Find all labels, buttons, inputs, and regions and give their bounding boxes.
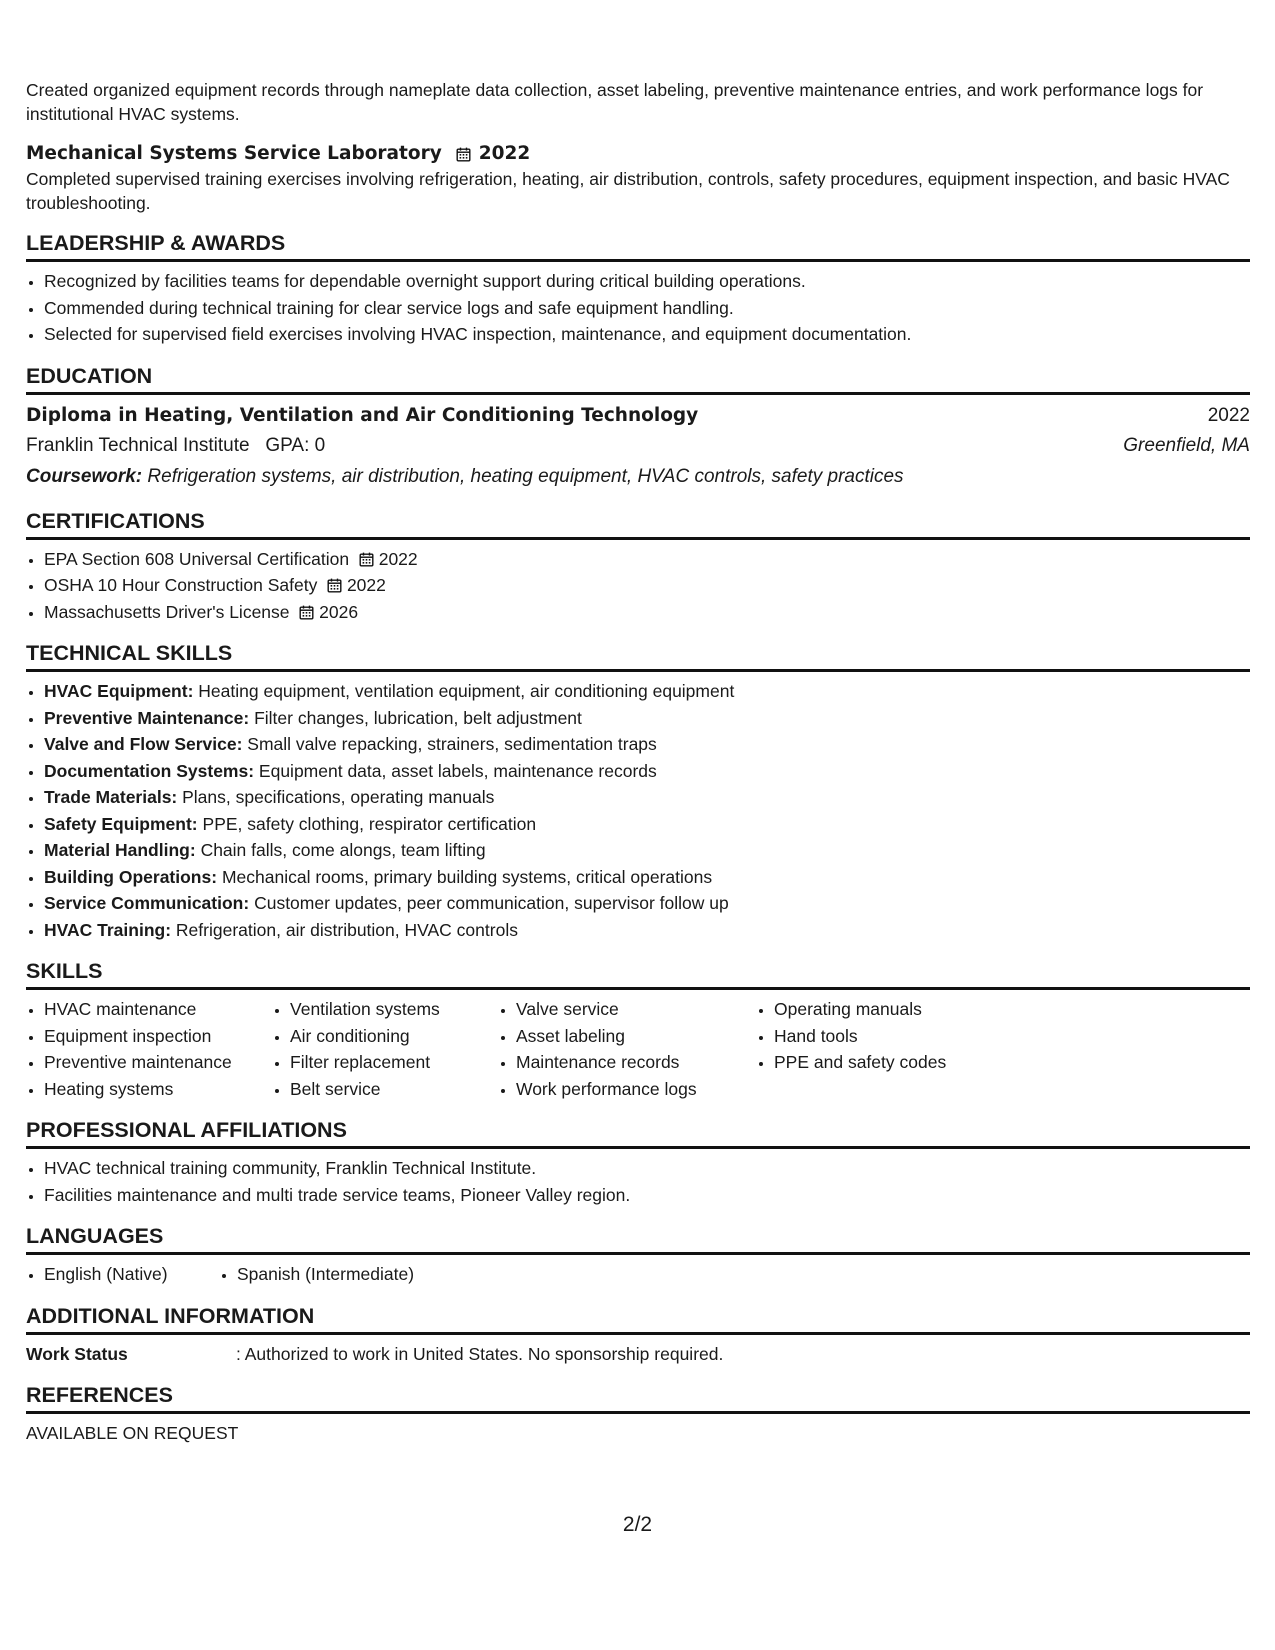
certifications-section <box>26 507 1250 626</box>
list-item: • HVAC maintenance <box>44 996 272 1023</box>
list-item: • Asset labeling <box>516 1023 756 1050</box>
list-item <box>44 758 1250 785</box>
education-school-row <box>26 431 1250 461</box>
skill-text: Small valve repacking, strainers, sedimentation traps <box>247 734 657 754</box>
skill-label: Documentation Systems: <box>44 760 255 781</box>
section-heading: ADDITIONAL INFORMATION <box>26 1302 1250 1335</box>
skill-text: Chain falls, come alongs, team lifting <box>200 840 486 860</box>
section-heading: EDUCATION <box>26 362 1250 395</box>
section-heading: PROFESSIONAL AFFILIATIONS <box>26 1116 1250 1149</box>
project-description: Completed supervised training exercises involving refrigeration, heating, air distribution, controls, safety procedures, equipment inspection, and basic HVAC troubleshooting. <box>26 169 1230 213</box>
skills-column <box>26 996 272 1102</box>
list-item: • Air conditioning <box>290 1023 498 1050</box>
affiliations-list <box>26 1155 1250 1208</box>
list-item: • English (Native) <box>44 1261 219 1288</box>
list-item: • HVAC technical training community, Franklin Technical Institute. <box>44 1155 1250 1182</box>
skill-text: Refrigeration, air distribution, HVAC controls <box>175 919 518 940</box>
certification-name: Massachusetts Driver's License <box>44 601 290 622</box>
resume-page <box>26 78 1250 1446</box>
skill-label: Valve and Flow Service: <box>44 734 243 754</box>
list-item: • Spanish (Intermediate) <box>237 1261 414 1288</box>
list-item <box>44 864 1250 891</box>
list-item: • Operating manuals <box>774 996 1014 1023</box>
list-item: • Maintenance records <box>516 1049 756 1076</box>
project-title: Mechanical Systems Service Laboratory <box>26 143 442 164</box>
list-item: • Work performance logs <box>516 1076 756 1103</box>
technical-skills-list <box>26 678 1250 943</box>
page-number: 2/2 <box>622 1513 653 1536</box>
additional-info-section <box>26 1302 1250 1367</box>
gpa: GPA: 0 <box>265 434 326 456</box>
languages-column <box>219 1261 414 1288</box>
list-item: • Filter replacement <box>290 1049 498 1076</box>
skill-text: Equipment data, asset labels, maintenance records <box>258 760 657 781</box>
skills-column <box>272 996 498 1102</box>
certification-year: 2026 <box>319 601 359 622</box>
technical-skills-section <box>26 639 1250 943</box>
school-name: Franklin Technical Institute <box>26 434 250 456</box>
skills-column <box>756 996 1014 1102</box>
list-item: • Valve service <box>516 996 756 1023</box>
skill-label: Preventive Maintenance: <box>44 707 250 728</box>
coursework-label: Coursework: <box>26 465 143 487</box>
skill-label: Building Operations: <box>44 866 218 887</box>
certification-year: 2022 <box>346 575 386 595</box>
languages-section <box>26 1222 1250 1288</box>
certification-name: OSHA 10 Hour Construction Safety <box>44 575 318 595</box>
languages-column <box>26 1261 219 1288</box>
list-item: • Commended during technical training for clear service logs and safe equipment handling. <box>44 295 1250 322</box>
skills-grid <box>26 996 1250 1102</box>
list-item: • Heating systems <box>44 1076 272 1103</box>
calendar-icon <box>327 578 342 593</box>
list-item <box>44 837 1250 864</box>
certifications-list <box>26 546 1250 626</box>
certification-year: 2022 <box>378 548 418 569</box>
skills-section <box>26 957 1250 1102</box>
list-item <box>44 784 1250 811</box>
skill-text: Customer updates, peer communication, supervisor follow up <box>254 893 729 913</box>
list-item <box>44 890 1250 917</box>
languages-list <box>26 1261 1250 1288</box>
skill-label: Safety Equipment: <box>44 813 198 834</box>
leadership-section <box>26 229 1250 348</box>
certification-item <box>44 599 1250 626</box>
list-item: • Belt service <box>290 1076 498 1103</box>
calendar-icon <box>456 147 471 162</box>
school-line <box>26 431 325 461</box>
list-item: • Ventilation systems <box>290 996 498 1023</box>
project-title-row <box>26 141 1250 167</box>
list-item: • PPE and safety codes <box>774 1049 1014 1076</box>
list-item: • Hand tools <box>774 1023 1014 1050</box>
skill-label: Trade Materials: <box>44 787 178 807</box>
school-location: Greenfield, MA <box>1123 434 1250 456</box>
section-heading: LEADERSHIP & AWARDS <box>26 229 1250 262</box>
calendar-icon <box>299 605 314 620</box>
references-section <box>26 1381 1250 1446</box>
leadership-list <box>26 268 1250 348</box>
certification-name: EPA Section 608 Universal Certification <box>44 548 350 569</box>
section-heading: TECHNICAL SKILLS <box>26 639 1250 672</box>
skill-text: Mechanical rooms, primary building systems, critical operations <box>221 866 713 887</box>
education-section <box>26 362 1250 493</box>
skills-column <box>498 996 756 1102</box>
section-heading: CERTIFICATIONS <box>26 507 1250 540</box>
work-status-label: Work Status <box>26 1343 128 1364</box>
work-status-row <box>26 1341 1250 1367</box>
skill-text: Heating equipment, ventilation equipment, air conditioning equipment <box>198 681 735 701</box>
list-item <box>44 678 1250 705</box>
coursework <box>26 461 1250 493</box>
skill-label: Service Communication: <box>44 893 250 913</box>
degree-title: Diploma in Heating, Ventilation and Air Conditioning Technology <box>26 404 699 426</box>
coursework-text: Refrigeration systems, air distribution, heating equipment, HVAC controls, safety practices <box>147 465 904 487</box>
section-heading: LANGUAGES <box>26 1222 1250 1255</box>
list-item: • Facilities maintenance and multi trade service teams, Pioneer Valley region. <box>44 1182 1250 1209</box>
section-heading: REFERENCES <box>26 1381 1250 1414</box>
affiliations-section <box>26 1116 1250 1208</box>
list-item: • Selected for supervised field exercises involving HVAC inspection, maintenance, and equipment documentation. <box>44 321 1250 348</box>
references-text: AVAILABLE ON REQUEST <box>26 1422 239 1443</box>
list-item <box>44 705 1250 732</box>
section-heading: SKILLS <box>26 957 1250 990</box>
skill-text: PPE, safety clothing, respirator certification <box>202 813 537 834</box>
list-item: • Recognized by facilities teams for dependable overnight support during critical building operations. <box>44 268 1250 295</box>
project-year: 2022 <box>478 143 531 164</box>
list-item: • Preventive maintenance <box>44 1049 272 1076</box>
graduation-year: 2022 <box>1207 404 1250 426</box>
list-item <box>44 731 1250 758</box>
skill-text: Filter changes, lubrication, belt adjustment <box>254 707 582 728</box>
skill-text: Plans, specifications, operating manuals <box>182 787 495 807</box>
certification-item <box>44 546 1250 573</box>
work-status-value: : Authorized to work in United States. No sponsorship required. <box>236 1343 724 1364</box>
certification-item <box>44 572 1250 599</box>
list-item <box>44 811 1250 838</box>
experience-description: Created organized equipment records through nameplate data collection, asset labeling, preventive maintenance entries, and work performance logs for institutional HVAC systems. <box>26 80 1204 124</box>
list-item <box>44 917 1250 944</box>
skill-label: HVAC Equipment: <box>44 681 194 701</box>
list-item: • Equipment inspection <box>44 1023 272 1050</box>
skill-label: HVAC Training: <box>44 919 172 940</box>
calendar-icon <box>359 552 374 567</box>
skill-label: Material Handling: <box>44 840 196 860</box>
education-degree-row <box>26 401 1250 431</box>
